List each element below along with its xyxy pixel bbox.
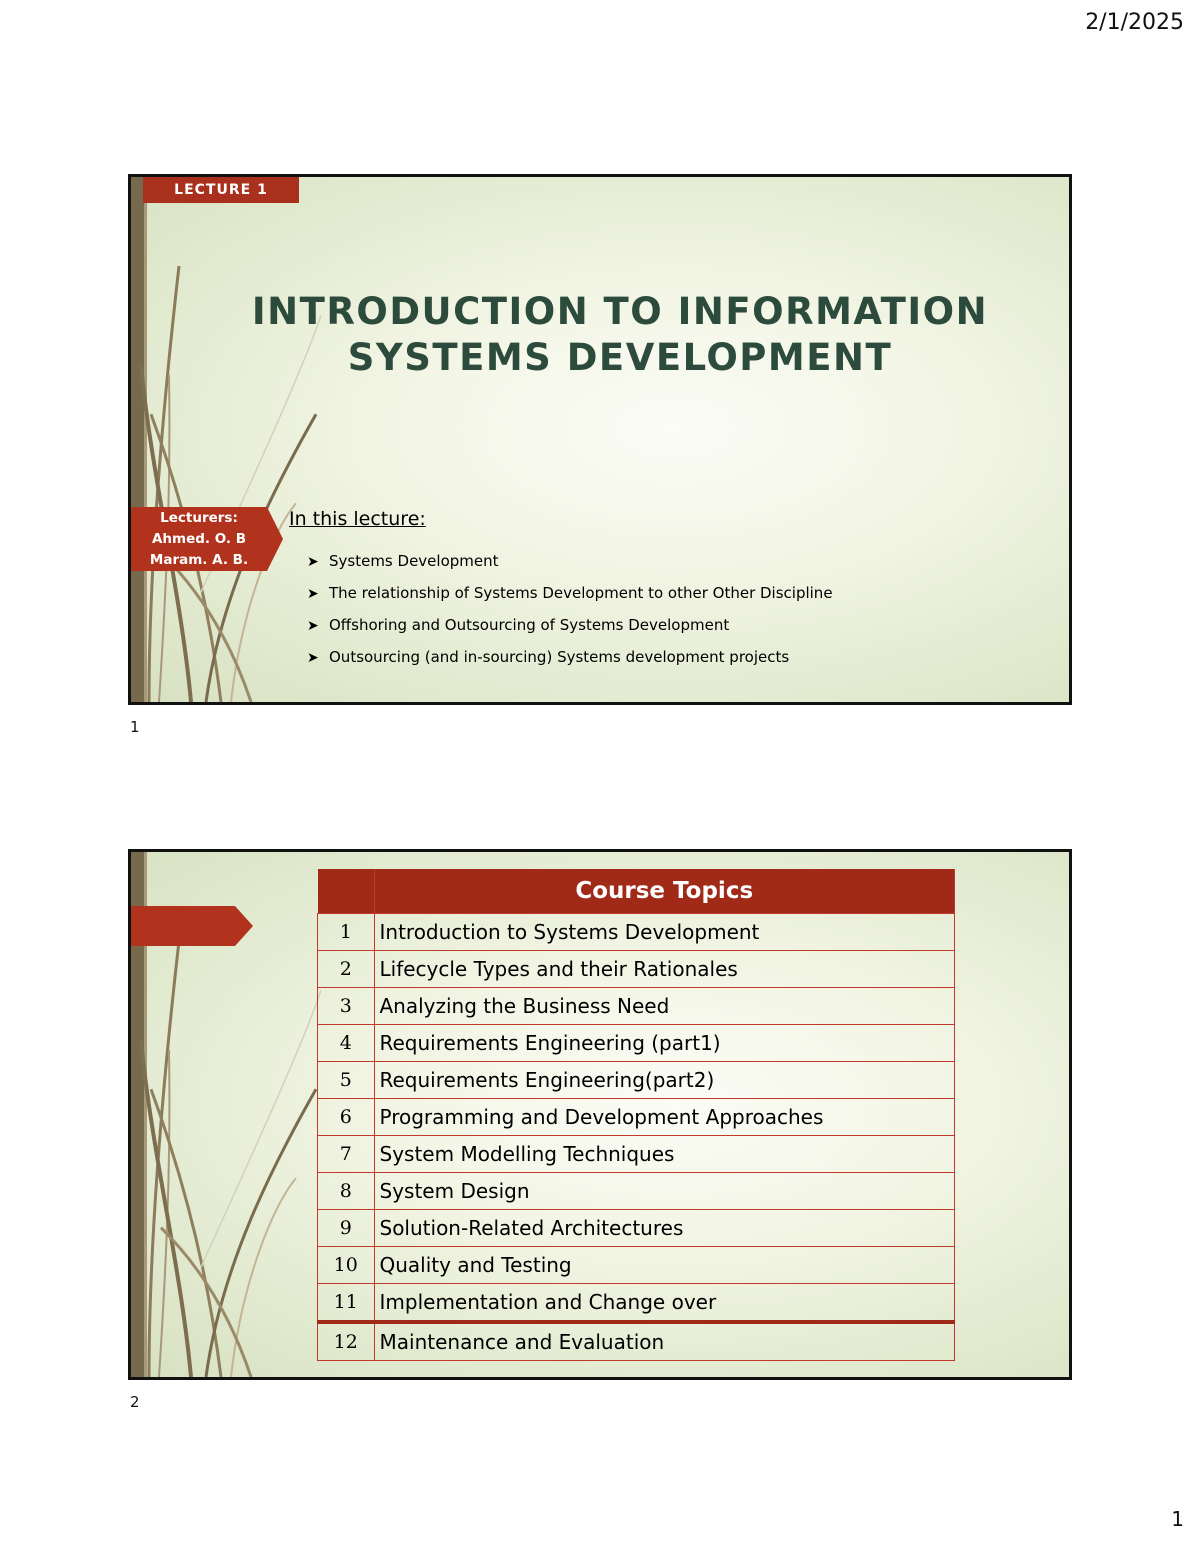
- topic-title: Maintenance and Evaluation: [374, 1322, 955, 1361]
- slide-side-bar-accent: [144, 177, 147, 702]
- lecturers-label: Lecturers:: [160, 510, 238, 526]
- slide-side-bar: [131, 177, 144, 702]
- table-row: [318, 1284, 955, 1323]
- topic-number: 7: [318, 1136, 375, 1173]
- slide-title-line-1: INTRODUCTION TO INFORMATION: [251, 290, 989, 333]
- lecturers-box: [131, 507, 267, 571]
- topic-number: 11: [318, 1284, 375, 1323]
- table-row: [318, 988, 955, 1025]
- topic-number: 2: [318, 951, 375, 988]
- topic-title: System Modelling Techniques: [374, 1136, 955, 1173]
- table-row: [318, 1322, 955, 1361]
- topic-title: Implementation and Change over: [374, 1284, 955, 1323]
- table-row: [318, 1062, 955, 1099]
- slide-title: [231, 289, 1009, 381]
- topic-title: Solution-Related Architectures: [374, 1210, 955, 1247]
- topic-number: 1: [318, 914, 375, 951]
- topic-title: Programming and Development Approaches: [374, 1099, 955, 1136]
- slide-2: [128, 849, 1072, 1380]
- lecturer-name-2: Maram. A. B.: [149, 552, 249, 568]
- topic-title: Quality and Testing: [374, 1247, 955, 1284]
- topic-title: Requirements Engineering (part1): [374, 1025, 955, 1062]
- table-header-number: [318, 869, 375, 914]
- table-header-title: Course Topics: [374, 869, 955, 914]
- course-topics-table: [317, 869, 955, 1361]
- table-row: [318, 1173, 955, 1210]
- topic-title: Requirements Engineering(part2): [374, 1062, 955, 1099]
- slide-number-2: 2: [130, 1393, 140, 1411]
- slide-left-tab: [131, 906, 235, 946]
- topic-number: 9: [318, 1210, 375, 1247]
- arrow-bullet-icon: ➤: [307, 554, 319, 570]
- arrow-bullet-icon: ➤: [307, 650, 319, 666]
- topic-number: 8: [318, 1173, 375, 1210]
- table-row: [318, 1099, 955, 1136]
- table-row: [318, 1136, 955, 1173]
- page-number: 1: [1171, 1507, 1184, 1531]
- topic-title: Introduction to Systems Development: [374, 914, 955, 951]
- topic-number: 6: [318, 1099, 375, 1136]
- arrow-bullet-icon: ➤: [307, 586, 319, 602]
- in-lecture-heading: In this lecture:: [289, 508, 426, 530]
- arrow-bullet-icon: ➤: [307, 618, 319, 634]
- table-row: [318, 951, 955, 988]
- list-item: ➤ The relationship of Systems Development to other Other Discipline: [307, 584, 833, 602]
- topic-number: 4: [318, 1025, 375, 1062]
- slide-number-1: 1: [130, 718, 140, 736]
- slide-title-line-2: SYSTEMS DEVELOPMENT: [347, 336, 893, 379]
- topic-title: Analyzing the Business Need: [374, 988, 955, 1025]
- table-row: [318, 1025, 955, 1062]
- table-row: [318, 1210, 955, 1247]
- topic-title: Lifecycle Types and their Rationales: [374, 951, 955, 988]
- slide-1: [128, 174, 1072, 705]
- page-date: 2/1/2025: [1085, 10, 1184, 35]
- lecture-tag: LECTURE 1: [143, 177, 299, 203]
- table-row: [318, 1247, 955, 1284]
- lecture-bullet-list: [307, 551, 833, 679]
- list-item: ➤ Systems Development: [307, 552, 499, 570]
- topic-title: System Design: [374, 1173, 955, 1210]
- table-header-row: [318, 869, 955, 914]
- table-row: [318, 914, 955, 951]
- list-item: ➤ Outsourcing (and in-sourcing) Systems development projects: [307, 648, 790, 666]
- lecturer-name-1: Ahmed. O. B: [151, 531, 247, 547]
- topic-number: 3: [318, 988, 375, 1025]
- list-item: ➤ Offshoring and Outsourcing of Systems Development: [307, 616, 730, 634]
- topic-number: 5: [318, 1062, 375, 1099]
- topic-number: 12: [318, 1322, 375, 1361]
- topic-number: 10: [318, 1247, 375, 1284]
